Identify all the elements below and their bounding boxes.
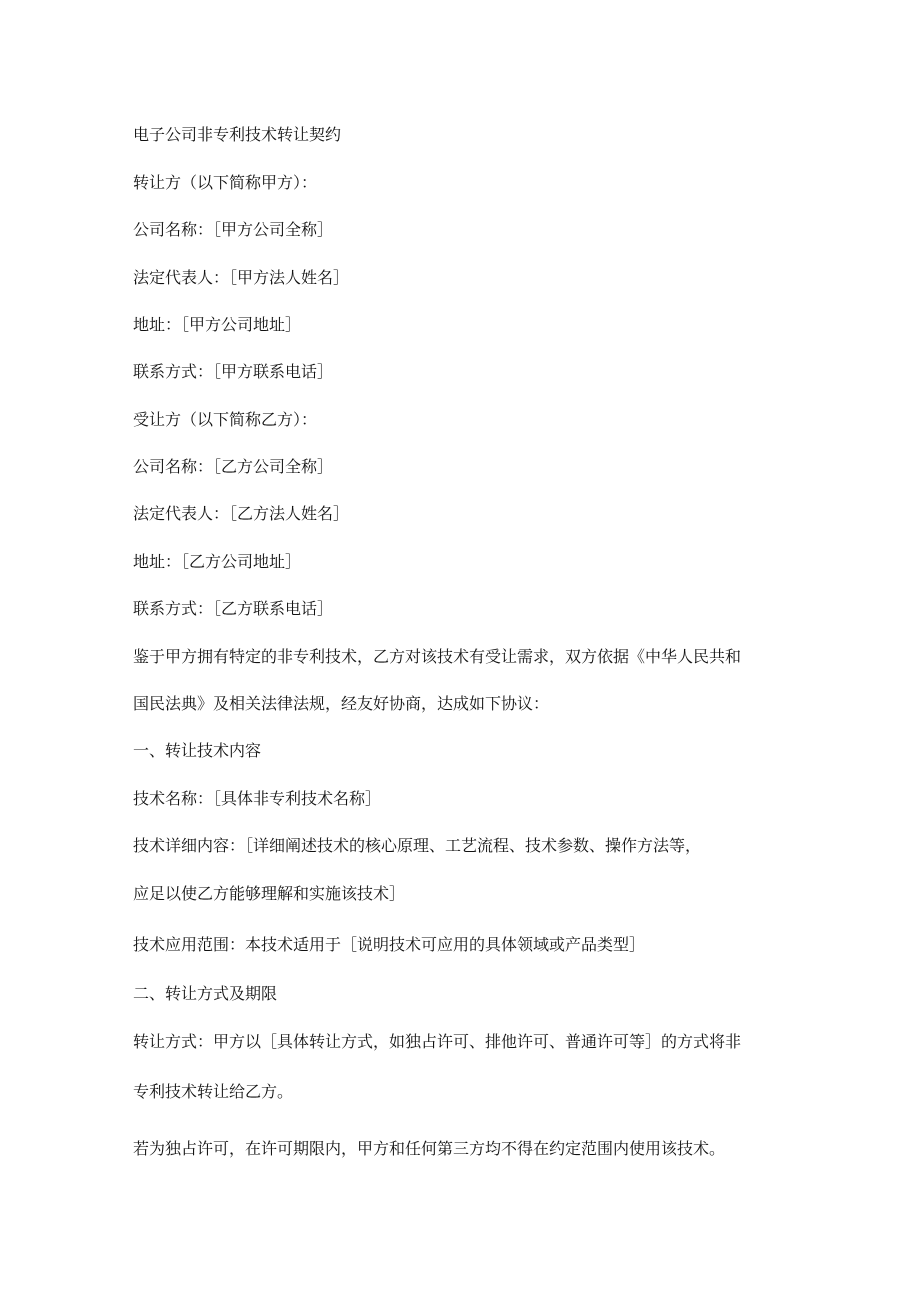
preamble-line-1: 鉴于甲方拥有特定的非专利技术，乙方对该技术有受让需求，双方依据《中华人民共和	[133, 647, 742, 666]
party-b-company-name: 公司名称：［乙方公司全称］	[133, 457, 334, 476]
tech-name: 技术名称：［具体非专利技术名称］	[133, 789, 382, 808]
party-b-legal-rep: 法定代表人：［乙方法人姓名］	[133, 504, 350, 523]
party-a-contact: 联系方式：［甲方联系电话］	[133, 362, 334, 381]
preamble-line-2: 国民法典》及相关法律法规，经友好协商，达成如下协议：	[133, 694, 550, 713]
tech-detail-line-1: 技术详细内容：［详细阐述技术的核心原理、工艺流程、技术参数、操作方法等，	[133, 836, 702, 855]
party-a-legal-rep: 法定代表人：［甲方法人姓名］	[133, 268, 350, 287]
exclusive-license-note: 若为独占许可，在许可期限内，甲方和任何第三方均不得在约定范围内使用该技术。	[133, 1139, 726, 1158]
section-2-heading: 二、转让方式及期限	[133, 984, 278, 1003]
party-a-company-name: 公司名称：［甲方公司全称］	[133, 220, 334, 239]
document-title: 电子公司非专利技术转让契约	[133, 125, 342, 144]
section-1-heading: 一、转让技术内容	[133, 741, 262, 760]
party-b-heading: 受让方（以下简称乙方）：	[133, 410, 318, 429]
party-a-heading: 转让方（以下简称甲方）：	[133, 173, 318, 192]
party-a-address: 地址：［甲方公司地址］	[133, 315, 302, 334]
transfer-method-line-1: 转让方式：甲方以［具体转让方式，如独占许可、排他许可、普通许可等］的方式将非	[133, 1032, 742, 1051]
tech-detail-line-2: 应足以使乙方能够理解和实施该技术］	[133, 884, 406, 903]
party-b-address: 地址：［乙方公司地址］	[133, 552, 302, 571]
transfer-method-line-2: 专利技术转让给乙方。	[133, 1082, 294, 1101]
tech-scope: 技术应用范围：本技术适用于［说明技术可应用的具体领域或产品类型］	[133, 935, 646, 954]
party-b-contact: 联系方式：［乙方联系电话］	[133, 599, 334, 618]
